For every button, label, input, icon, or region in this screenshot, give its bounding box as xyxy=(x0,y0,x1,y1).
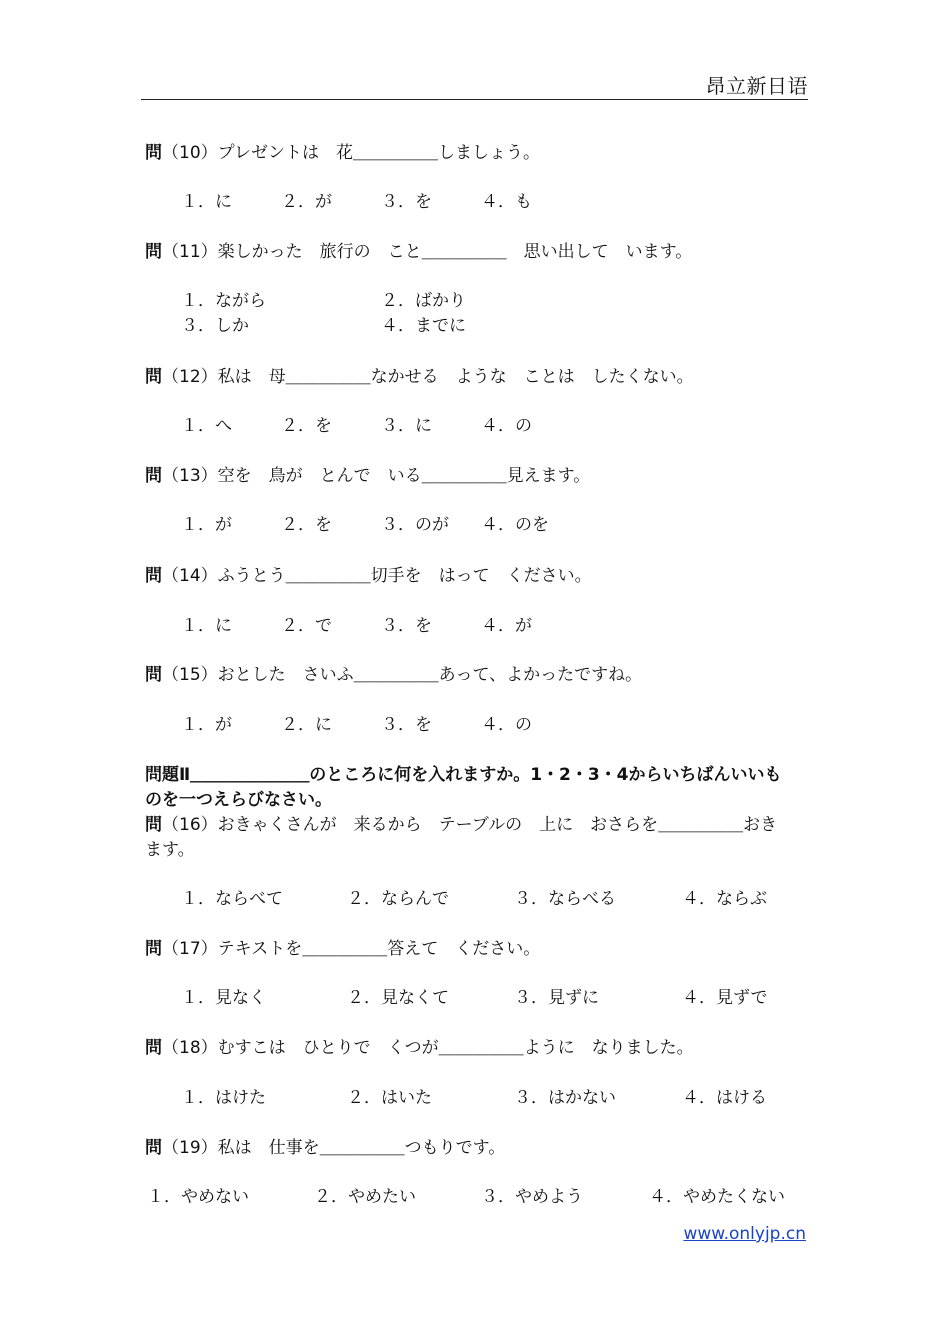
option: ３．しか xyxy=(181,316,249,336)
option: ３．はかない xyxy=(514,1088,616,1108)
header-title: 昂立新日语 xyxy=(705,74,808,98)
option: ２．を xyxy=(281,515,332,535)
footer-website-link[interactable]: www.onlyjp.cn xyxy=(683,1224,806,1244)
option: １．が xyxy=(181,715,232,735)
option: ３．を xyxy=(381,616,432,636)
page-header xyxy=(141,66,808,100)
option: ４．の xyxy=(481,416,532,436)
option: ３．やめよう xyxy=(481,1187,583,1207)
question-14 xyxy=(145,564,592,588)
option: ４．までに xyxy=(381,316,466,336)
question-17 xyxy=(145,937,540,961)
option: ２．はいた xyxy=(347,1088,432,1108)
option: ３．を xyxy=(381,715,432,735)
question-16-cont: ます。 xyxy=(145,840,195,860)
option: ３．に xyxy=(381,416,432,436)
option: ４．も xyxy=(481,192,532,212)
question-11 xyxy=(145,240,692,264)
question-10 xyxy=(145,141,540,165)
option: １．に xyxy=(181,192,232,212)
option: ２．で xyxy=(281,616,332,636)
option: ４．の xyxy=(481,715,532,735)
question-label: 問 xyxy=(145,1038,162,1058)
question-text: （10）プレゼントは 花＿＿＿＿＿しましょう。 xyxy=(162,143,540,163)
question-text: （18）むすこは ひとりで くつが＿＿＿＿＿ように なりました。 xyxy=(162,1038,694,1058)
option: ２．やめたい xyxy=(314,1187,416,1207)
question-text: （11）楽しかった 旅行の こと＿＿＿＿＿ 思い出して います。 xyxy=(162,242,693,262)
question-19 xyxy=(145,1136,505,1160)
option: １．やめない xyxy=(147,1187,249,1207)
option: １．へ xyxy=(181,416,232,436)
section-2-instruction: 問題Ⅱ＿＿＿＿＿＿＿のところに何を入れますか。1・2・3・4からいちばんいいも xyxy=(145,765,782,785)
question-label: 問 xyxy=(145,466,162,486)
question-text: （14）ふうとう＿＿＿＿＿切手を はって ください。 xyxy=(162,566,592,586)
question-label: 問 xyxy=(145,1138,162,1158)
option: ４．が xyxy=(481,616,532,636)
option: １．ながら xyxy=(181,291,266,311)
option: ４．やめたくない xyxy=(649,1187,785,1207)
option: ４．はける xyxy=(682,1088,767,1108)
option: ４．ならぶ xyxy=(682,889,767,909)
question-text: （15）おとした さいふ＿＿＿＿＿あって、よかったですね。 xyxy=(162,665,643,685)
question-label: 問 xyxy=(145,242,162,262)
question-label: 問 xyxy=(145,665,162,685)
question-text: （17）テキストを＿＿＿＿＿答えて ください。 xyxy=(162,939,541,959)
question-label: 問 xyxy=(145,367,162,387)
question-label: 問 xyxy=(145,143,162,163)
option: ２．に xyxy=(281,715,332,735)
option: １．はけた xyxy=(181,1088,266,1108)
question-18 xyxy=(145,1036,694,1060)
question-label: 問 xyxy=(145,815,162,835)
option: ２．見なくて xyxy=(347,988,449,1008)
option: ２．を xyxy=(281,416,332,436)
option: ２．が xyxy=(281,192,332,212)
option: ３．のが xyxy=(381,515,449,535)
option: ３．を xyxy=(381,192,432,212)
option: ４．見ずで xyxy=(682,988,768,1008)
option: １．ならべて xyxy=(181,889,283,909)
option: １．が xyxy=(181,515,232,535)
question-text: （12）私は 母＿＿＿＿＿なかせる ような ことは したくない。 xyxy=(162,367,694,387)
option: ２．ならんで xyxy=(347,889,449,909)
option: ４．のを xyxy=(481,515,549,535)
question-label: 問 xyxy=(145,939,162,959)
option: １．に xyxy=(181,616,232,636)
question-15 xyxy=(145,663,642,687)
question-12 xyxy=(145,365,694,389)
option: ２．ばかり xyxy=(381,291,466,311)
question-text: （13）空を 鳥が とんで いる＿＿＿＿＿見えます。 xyxy=(162,466,591,486)
option: ３．見ずに xyxy=(514,988,599,1008)
section-2-instruction-cont: のを一つえらびなさい。 xyxy=(145,790,332,810)
option: １．見なく xyxy=(181,988,266,1008)
question-16 xyxy=(145,813,777,837)
question-label: 問 xyxy=(145,566,162,586)
question-text: （19）私は 仕事を＿＿＿＿＿つもりです。 xyxy=(162,1138,506,1158)
option: ３．ならべる xyxy=(514,889,616,909)
question-13 xyxy=(145,464,590,488)
question-text: （16）おきゃくさんが 来るから テーブルの 上に おさらを＿＿＿＿＿おき xyxy=(162,815,778,835)
